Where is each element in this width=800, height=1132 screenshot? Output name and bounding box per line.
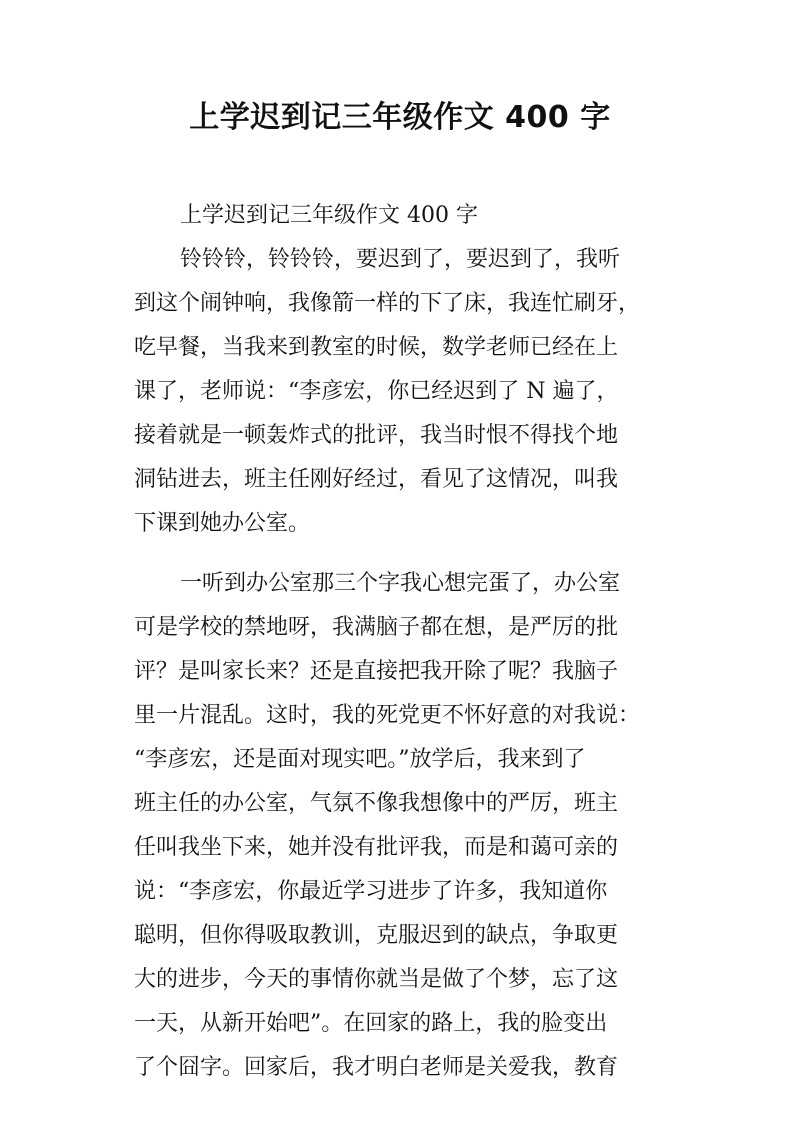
- paragraph-line: 聪明，但你得吸取教训，克服迟到的缺点，争取更: [134, 923, 619, 948]
- paragraph-line: 了个囧字。回家后，我才明白老师是关爱我，教育: [134, 1055, 619, 1080]
- paragraph-line: 班主任的办公室，气氛不像我想像中的严厉，班主: [134, 791, 619, 816]
- paragraph-line: 下课到她办公室。: [134, 511, 311, 536]
- paragraph-1: [134, 238, 674, 546]
- paragraph-line: 一天，从新开始吧”。在回家的路上，我的脸变出: [134, 1011, 608, 1036]
- document-subtitle: 上学迟到记三年级作文 400 字: [180, 203, 478, 228]
- paragraph-line: 说：“李彦宏，你最近学习进步了许多，我知道你: [134, 879, 608, 904]
- paragraph-line: 评？是叫家长来？还是直接把我开除了呢？我脑子: [134, 659, 619, 684]
- document-body: [134, 194, 674, 1090]
- paragraph-line: 课了，老师说：“李彦宏，你已经迟到了 N 遍了，: [134, 379, 619, 404]
- paragraph-line: 一听到办公室那三个字我心想完蛋了，办公室: [180, 571, 621, 596]
- paragraph-line: 到这个闹钟响，我像箭一样的下了床，我连忙刷牙，: [134, 291, 641, 316]
- paragraph-line: 吃早餐，当我来到教室的时候，数学老师已经在上: [134, 335, 619, 360]
- paragraph-line: 洞钻进去，班主任刚好经过，看见了这情况，叫我: [134, 467, 619, 492]
- paragraph-line: 里一片混乱。这时，我的死党更不怀好意的对我说：: [134, 703, 641, 728]
- paragraph-line: 可是学校的禁地呀，我满脑子都在想，是严厉的批: [134, 615, 619, 640]
- paragraph-2: [134, 562, 674, 1090]
- paragraph-line: 铃铃铃，铃铃铃，要迟到了，要迟到了，我听: [180, 247, 621, 272]
- paragraph-line: 大的进步，今天的事情你就当是做了个梦，忘了这: [134, 967, 619, 992]
- paragraph-line: “李彦宏，还是面对现实吧。”放学后，我来到了: [134, 747, 586, 772]
- paragraph-line: 任叫我坐下来，她并没有批评我，而是和蔼可亲的: [134, 835, 619, 860]
- document-title: 上学迟到记三年级作文 400 字: [189, 100, 611, 135]
- paragraph-line: 接着就是一顿轰炸式的批评，我当时恨不得找个地: [134, 423, 619, 448]
